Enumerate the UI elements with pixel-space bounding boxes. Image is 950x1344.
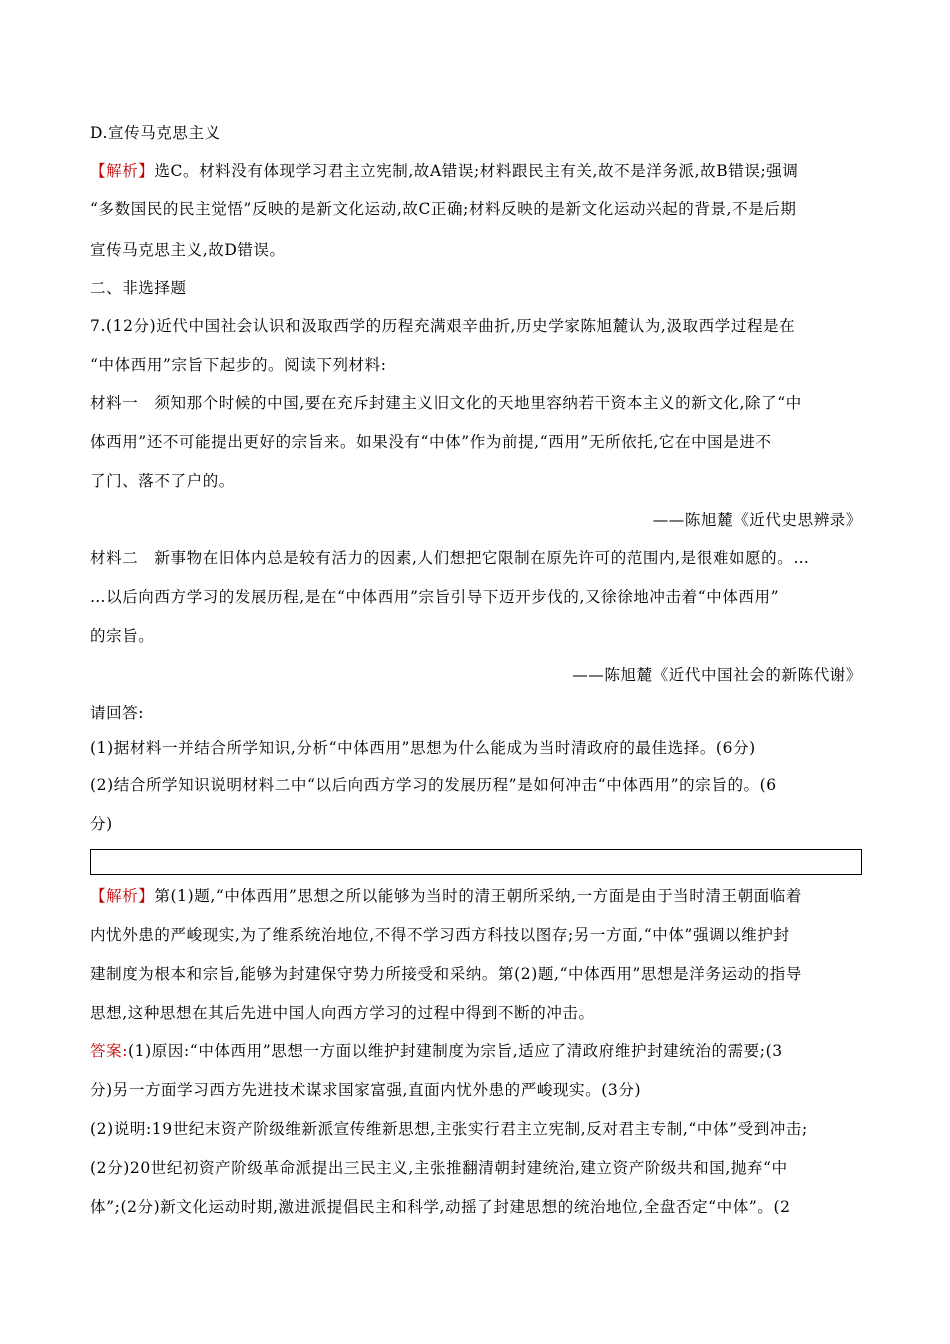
source2: ——陈旭麓《近代中国社会的新陈代谢》 bbox=[572, 666, 862, 684]
q7-analysis-line-1 bbox=[90, 885, 862, 907]
material2-line-1: 材料二 新事物在旧体内总是较有活力的因素,人们想把它限制在原先许可的范围内,是很难如愿的。… bbox=[90, 549, 810, 567]
q7-stem-line-1: 7.(12分)近代中国社会认识和汲取西学的历程充满艰辛曲折,历史学家陈旭麓认为,汲取西学过程是在 bbox=[90, 317, 796, 335]
q7-analysis-line-2: 内忧外患的严峻现实,为了维系统治地位,不得不学习西方科技以图存;另一方面,“中体”强调以维护封 bbox=[90, 926, 790, 944]
answer-line-3: (2)说明:19世纪末资产阶级维新派宣传维新思想,主张实行君主立宪制,反对君主专制,“中体”受到冲击; bbox=[90, 1120, 808, 1138]
answer-box[interactable] bbox=[90, 849, 862, 875]
prev-analysis-line-2: “多数国民的民主觉悟”反映的是新文化运动,故C正确;材料反映的是新文化运动兴起的背景,不是后期 bbox=[90, 200, 797, 218]
analysis-tag: 【解析】 bbox=[90, 887, 155, 905]
answer-line-1 bbox=[90, 1040, 862, 1062]
answer-text: (1)原因:“中体西用”思想一方面以维护封建制度为宗旨,适应了清政府维护封建统治的需要;(3 bbox=[128, 1042, 783, 1060]
material1-line-3: 了门、落不了户的。 bbox=[90, 472, 235, 490]
analysis-text: 选C。材料没有体现学习君主立宪制,故A错误;材料跟民主有关,故不是洋务派,故B错误;强调 bbox=[154, 162, 799, 180]
sub-question-1: (1)据材料一并结合所学知识,分析“中体西用”思想为什么能成为当时清政府的最佳选择。(6分) bbox=[90, 739, 756, 757]
question-prompt: 请回答: bbox=[90, 704, 145, 722]
material1-line-1: 材料一 须知那个时候的中国,要在充斥封建主义旧文化的天地里容纳若干资本主义的新文化,除了“中 bbox=[90, 394, 802, 412]
answer-tag: 答案: bbox=[90, 1042, 129, 1060]
sub-question-2-line-1: (2)结合所学知识说明材料二中“以后向西方学习的发展历程”是如何冲击“中体西用”的宗旨的。(6 bbox=[90, 776, 777, 794]
option-d: D.宣传马克思主义 bbox=[90, 124, 221, 142]
source1: ——陈旭麓《近代史思辨录》 bbox=[652, 511, 862, 529]
analysis-tag: 【解析】 bbox=[90, 162, 155, 180]
prev-analysis-line-3: 宣传马克思主义,故D错误。 bbox=[90, 241, 286, 259]
q7-analysis-line-3: 建制度为根本和宗旨,能够为封建保守势力所接受和采纳。第(2)题,“中体西用”思想是洋务运动的指导 bbox=[90, 965, 802, 983]
answer-line-2: 分)另一方面学习西方先进技术谋求国家富强,直面内忧外患的严峻现实。(3分) bbox=[90, 1081, 642, 1099]
material2-line-3: 的宗旨。 bbox=[90, 627, 155, 645]
q7-analysis-line-4: 思想,这种思想在其后先进中国人向西方学习的过程中得到不断的冲击。 bbox=[90, 1004, 595, 1022]
material2-line-2: …以后向西方学习的发展历程,是在“中体西用”宗旨引导下迈开步伐的,又徐徐地冲击着“中体西用” bbox=[90, 588, 780, 606]
material1-line-2: 体西用”还不可能提出更好的宗旨来。如果没有“中体”作为前提,“西用”无所依托,它在中国是进不 bbox=[90, 433, 772, 451]
sub-question-2-line-2: 分) bbox=[90, 815, 113, 833]
prev-analysis-line-1 bbox=[90, 160, 862, 182]
q7-stem-line-2: “中体西用”宗旨下起步的。阅读下列材料: bbox=[90, 356, 387, 374]
section-heading: 二、非选择题 bbox=[90, 279, 187, 297]
answer-line-5: 体”;(2分)新文化运动时期,激进派提倡民主和科学,动摇了封建思想的统治地位,全盘否定“中体”。(2 bbox=[90, 1198, 791, 1216]
answer-line-4: (2分)20世纪初资产阶级革命派提出三民主义,主张推翻清朝封建统治,建立资产阶级共和国,抛弃“中 bbox=[90, 1159, 788, 1177]
analysis-text: 第(1)题,“中体西用”思想之所以能够为当时的清王朝所采纳,一方面是由于当时清王朝面临着 bbox=[154, 887, 802, 905]
